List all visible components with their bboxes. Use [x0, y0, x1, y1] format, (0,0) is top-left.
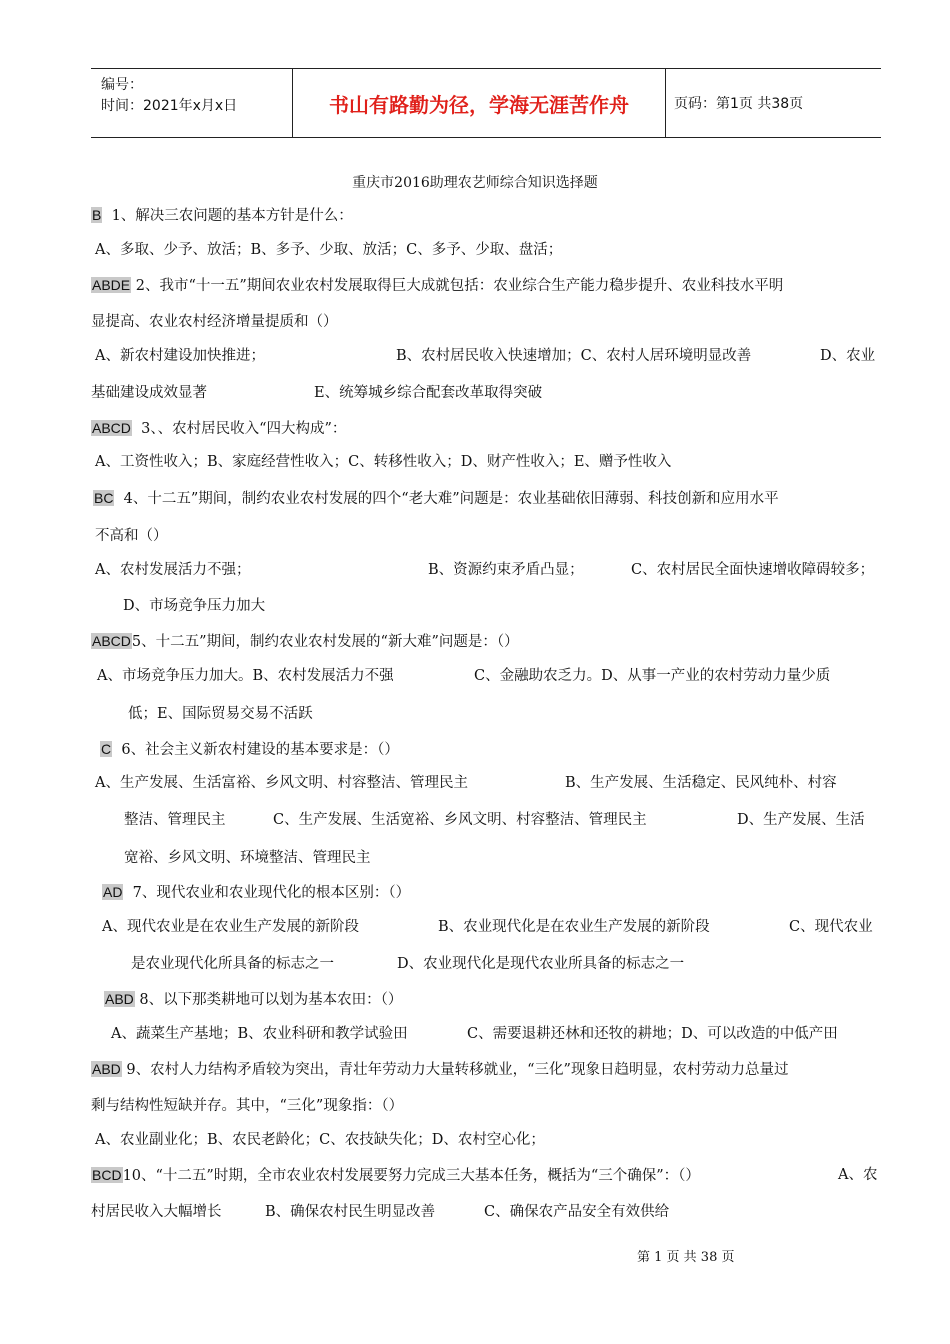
option-line: 基础建设成效显著 — [91, 385, 207, 401]
header-meta — [101, 75, 237, 117]
question-5 — [91, 631, 519, 652]
option-line: B、农村居民收入快速增加；C、农村人居环境明显改善 — [396, 348, 752, 364]
option-line: 是农业现代化所具备的标志之一 — [131, 956, 334, 972]
question-4 — [93, 488, 779, 509]
option-line: D、农业现代化是现代农业所具备的标志之一 — [397, 956, 685, 972]
answer-badge: ABCD — [92, 633, 131, 649]
option-line: E、统筹城乡综合配套改革取得突破 — [314, 385, 543, 401]
answer-badge: C — [101, 741, 112, 757]
page-header — [91, 68, 881, 138]
question-2 — [91, 275, 783, 296]
option-line: D、农业 — [820, 348, 876, 364]
option-line: A、现代农业是在农业生产发展的新阶段 — [102, 919, 359, 935]
question-3 — [91, 418, 346, 439]
question-stem: 2、我市“十一五”期间农业农村发展取得巨大成就包括：农业综合生产能力稳步提升、农业科技水平明 — [135, 278, 784, 294]
time-label: 时间：2021年x月x日 — [101, 98, 238, 114]
question-stem: 3、、农村居民收入“四大构成”： — [141, 421, 347, 437]
answer-badge: AD — [103, 884, 123, 900]
header-motto: 书山有路勤为径，学海无涯苦作舟 — [329, 92, 629, 117]
question-stem-cont: 不高和（） — [95, 528, 168, 544]
header-divider — [665, 69, 666, 137]
option-line: A、农业副业化；B、农民老龄化；C、农技缺失化；D、农村空心化； — [95, 1132, 545, 1148]
question-stem: 4、十二五”期间，制约农业农村发展的四个“老大难”问题是：农业基础依旧薄弱、科技创新和应用水平 — [123, 491, 779, 507]
option-line: B、农业现代化是在农业生产发展的新阶段 — [438, 919, 710, 935]
option-line: A、农村发展活力不强； — [95, 562, 251, 578]
page-footer: 第 1 页 共 38 页 — [637, 1250, 735, 1265]
option-line: 村居民收入大幅增长 — [91, 1204, 222, 1220]
option-line: A、农 — [838, 1167, 878, 1183]
option-line: A、蔬菜生产基地；B、农业科研和教学试验田 — [111, 1026, 408, 1042]
option-line: A、工资性收入；B、家庭经营性收入；C、转移性收入；D、财产性收入；E、赠予性收入 — [95, 454, 672, 470]
option-line: D、生产发展、生活 — [737, 812, 865, 828]
option-line: 低；E、国际贸易交易不活跃 — [128, 706, 313, 722]
question-8 — [104, 989, 402, 1010]
question-10 — [91, 1165, 700, 1186]
option-line: C、金融助农乏力。D、从事一产业的农村劳动力量少质 — [474, 668, 831, 684]
option-line: B、资源约束矛盾凸显； — [428, 562, 584, 578]
option-line: C、生产发展、生活宽裕、乡风文明、村容整洁、管理民主 — [273, 812, 647, 828]
header-page-label: 页码：第1页 共38页 — [674, 96, 804, 112]
option-line: C、农村居民全面快速增收障碍较多； — [631, 562, 875, 578]
answer-badge: ABD — [92, 1061, 121, 1077]
option-line: A、市场竞争压力加大。B、农村发展活力不强 — [97, 668, 394, 684]
option-line: A、新农村建设加快推进； — [95, 348, 265, 364]
answer-badge: ABCD — [92, 420, 131, 436]
question-stem-cont: 显提高、农业农村经济增量提质和（） — [91, 314, 338, 330]
document-title: 重庆市2016助理农艺师综合知识选择题 — [352, 175, 598, 191]
option-line: A、多取、少予、放活；B、多予、少取、放活；C、多予、少取、盘活； — [95, 242, 563, 258]
question-stem: 10、“十二五”时期，全市农业农村发展要努力完成三大基本任务，概括为“三个确保”：（） — [122, 1168, 700, 1184]
question-1 — [91, 205, 353, 226]
option-line: C、需要退耕还林和还牧的耕地；D、可以改造的中低产田 — [467, 1026, 838, 1042]
answer-badge: ABDE — [92, 277, 131, 293]
question-stem: 1、解决三农问题的基本方针是什么： — [111, 208, 353, 224]
option-line: B、确保农村民生明显改善 — [265, 1204, 436, 1220]
question-stem: 7、现代农业和农业现代化的根本区别：（） — [132, 885, 411, 901]
question-9 — [91, 1059, 788, 1080]
answer-badge: B — [92, 207, 102, 223]
question-stem: 9、农村人力结构矛盾较为突出，青壮年劳动力大量转移就业，“三化”现象日趋明显，农村劳动力总量过 — [126, 1062, 789, 1078]
question-7 — [102, 882, 410, 903]
answer-badge: ABD — [105, 991, 134, 1007]
option-line: 整洁、管理民主 — [124, 812, 226, 828]
question-stem: 5、十二五”期间，制约农业农村发展的“新大难”问题是：（） — [131, 634, 519, 650]
answer-badge: BCD — [92, 1167, 122, 1183]
question-6 — [100, 739, 399, 760]
option-line: C、确保农产品安全有效供给 — [484, 1204, 670, 1220]
question-stem: 8、以下那类耕地可以划为基本农田：（） — [139, 992, 403, 1008]
option-line: D、市场竞争压力加大 — [123, 598, 266, 614]
option-line: C、现代农业 — [789, 919, 873, 935]
option-line: A、生产发展、生活富裕、乡风文明、村容整洁、管理民主 — [95, 775, 468, 791]
question-stem-cont: 剩与结构性短缺并存。其中，“三化”现象指：（） — [91, 1098, 404, 1114]
option-line: B、生产发展、生活稳定、民风纯朴、村容 — [565, 775, 837, 791]
answer-badge: BC — [94, 490, 114, 506]
option-line: 宽裕、乡风文明、环境整洁、管理民主 — [124, 850, 371, 866]
number-label: 编号： — [101, 77, 143, 93]
question-stem: 6、社会主义新农村建设的基本要求是：（） — [121, 742, 399, 758]
